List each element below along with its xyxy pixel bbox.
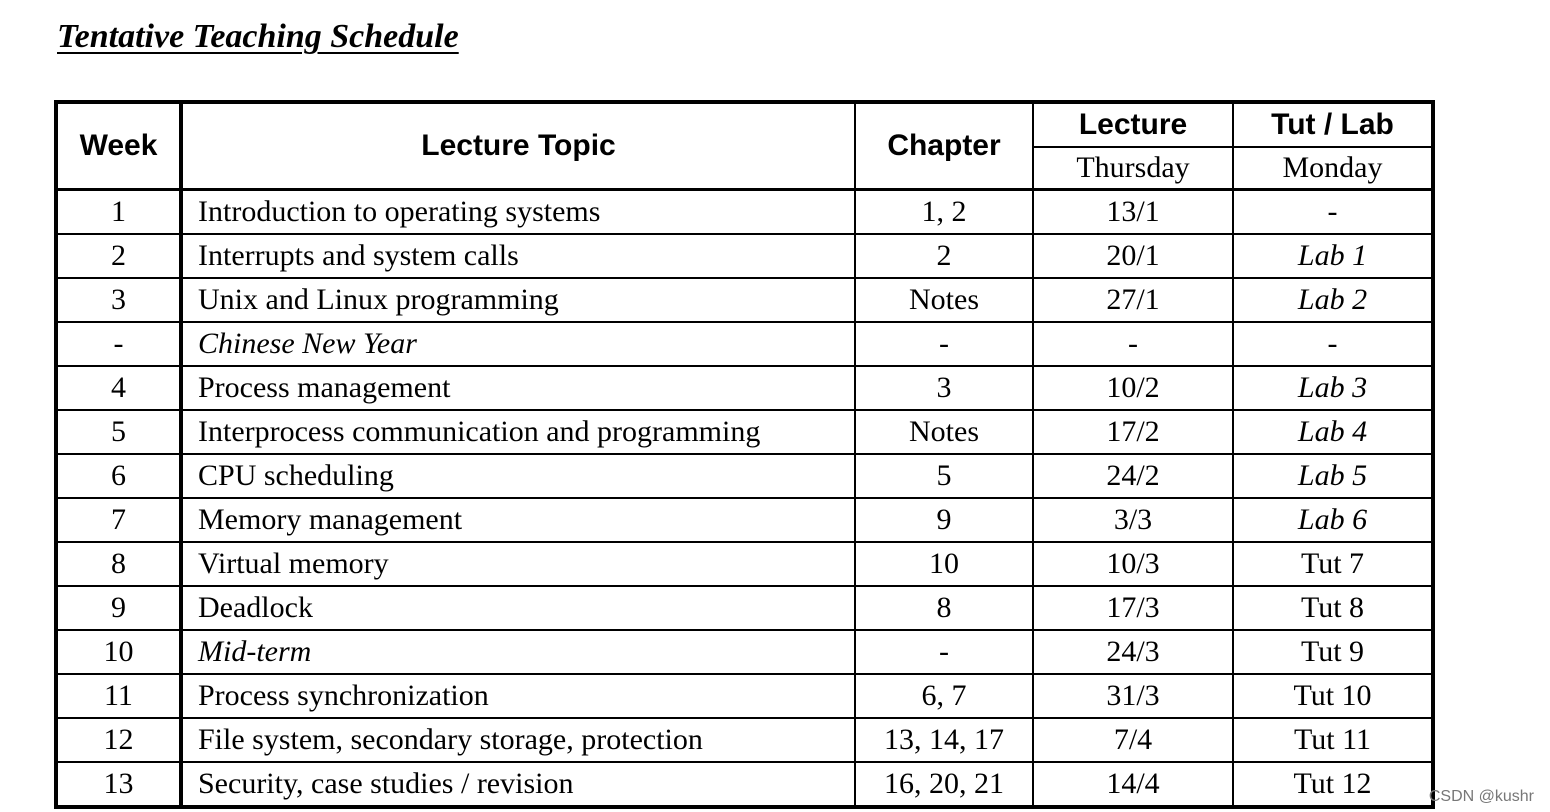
cell-tut-lab: Lab 3: [1233, 366, 1433, 410]
cell-week: 4: [56, 366, 181, 410]
cell-lecture-topic: File system, secondary storage, protection: [181, 718, 855, 762]
cell-lecture-date: 24/2: [1033, 454, 1233, 498]
table-row: [56, 454, 1433, 498]
cell-tut-lab: Tut 9: [1233, 630, 1433, 674]
cell-tut-lab: -: [1233, 190, 1433, 235]
cell-lecture-date: 7/4: [1033, 718, 1233, 762]
watermark: CSDN @kushr: [1428, 788, 1534, 805]
table-row: [56, 630, 1433, 674]
cell-lecture-date: 13/1: [1033, 190, 1233, 235]
cell-lecture-date: 31/3: [1033, 674, 1233, 718]
cell-lecture-topic: Introduction to operating systems: [181, 190, 855, 235]
cell-lecture-date: 10/2: [1033, 366, 1233, 410]
table-row: [56, 542, 1433, 586]
table-row: [56, 586, 1433, 630]
cell-chapter: 3: [855, 366, 1033, 410]
cell-lecture-topic: CPU scheduling: [181, 454, 855, 498]
cell-chapter: 5: [855, 454, 1033, 498]
cell-lecture-topic: Deadlock: [181, 586, 855, 630]
cell-week: 6: [56, 454, 181, 498]
cell-lecture-topic: Unix and Linux programming: [181, 278, 855, 322]
cell-chapter: 1, 2: [855, 190, 1033, 235]
cell-lecture-topic: Memory management: [181, 498, 855, 542]
cell-chapter: 16, 20, 21: [855, 762, 1033, 807]
cell-chapter: -: [855, 322, 1033, 366]
header-lecture: Lecture: [1033, 102, 1233, 147]
cell-chapter: -: [855, 630, 1033, 674]
cell-lecture-date: 27/1: [1033, 278, 1233, 322]
cell-week: 11: [56, 674, 181, 718]
table-row: [56, 278, 1433, 322]
cell-lecture-topic: Process management: [181, 366, 855, 410]
header-tut-lab: Tut / Lab: [1233, 102, 1433, 147]
table-row: [56, 234, 1433, 278]
table-row: [56, 718, 1433, 762]
cell-chapter: 13, 14, 17: [855, 718, 1033, 762]
table-row: [56, 762, 1433, 807]
cell-lecture-topic: Process synchronization: [181, 674, 855, 718]
cell-lecture-date: 10/3: [1033, 542, 1233, 586]
cell-tut-lab: Lab 6: [1233, 498, 1433, 542]
cell-lecture-date: 20/1: [1033, 234, 1233, 278]
cell-lecture-date: 3/3: [1033, 498, 1233, 542]
cell-tut-lab: Lab 5: [1233, 454, 1433, 498]
cell-lecture-topic: Interrupts and system calls: [181, 234, 855, 278]
table-body: [56, 190, 1433, 808]
cell-lecture-date: 17/2: [1033, 410, 1233, 454]
cell-tut-lab: Tut 7: [1233, 542, 1433, 586]
table-row: [56, 322, 1433, 366]
cell-chapter: 10: [855, 542, 1033, 586]
cell-lecture-date: -: [1033, 322, 1233, 366]
cell-week: 1: [56, 190, 181, 235]
cell-lecture-date: 17/3: [1033, 586, 1233, 630]
header-week: Week: [56, 102, 181, 190]
cell-lecture-topic: Security, case studies / revision: [181, 762, 855, 807]
cell-week: -: [56, 322, 181, 366]
table-row: [56, 674, 1433, 718]
cell-week: 12: [56, 718, 181, 762]
cell-tut-lab: Tut 11: [1233, 718, 1433, 762]
teaching-schedule-table: [54, 100, 1435, 809]
cell-tut-lab: Lab 1: [1233, 234, 1433, 278]
cell-lecture-date: 24/3: [1033, 630, 1233, 674]
cell-tut-lab: Tut 8: [1233, 586, 1433, 630]
cell-tut-lab: Tut 10: [1233, 674, 1433, 718]
cell-lecture-topic: Interprocess communication and programming: [181, 410, 855, 454]
cell-tut-lab: Lab 2: [1233, 278, 1433, 322]
cell-week: 9: [56, 586, 181, 630]
document-title: Tentative Teaching Schedule: [57, 18, 459, 55]
cell-week: 10: [56, 630, 181, 674]
cell-week: 8: [56, 542, 181, 586]
cell-week: 7: [56, 498, 181, 542]
table-row: [56, 410, 1433, 454]
cell-chapter: 9: [855, 498, 1033, 542]
cell-week: 5: [56, 410, 181, 454]
header-lecture-topic: Lecture Topic: [181, 102, 855, 190]
table-row: [56, 498, 1433, 542]
cell-chapter: Notes: [855, 410, 1033, 454]
table-header: [56, 102, 1433, 190]
cell-tut-lab: Lab 4: [1233, 410, 1433, 454]
cell-week: 2: [56, 234, 181, 278]
cell-chapter: 2: [855, 234, 1033, 278]
cell-chapter: Notes: [855, 278, 1033, 322]
cell-chapter: 6, 7: [855, 674, 1033, 718]
cell-tut-lab: -: [1233, 322, 1433, 366]
cell-lecture-topic: Virtual memory: [181, 542, 855, 586]
table-row: [56, 190, 1433, 235]
cell-week: 3: [56, 278, 181, 322]
cell-lecture-date: 14/4: [1033, 762, 1233, 807]
table-row: [56, 366, 1433, 410]
cell-lecture-topic: Chinese New Year: [181, 322, 855, 366]
cell-week: 13: [56, 762, 181, 807]
cell-tut-lab: Tut 12: [1233, 762, 1433, 807]
header-tut-lab-day: Monday: [1233, 147, 1433, 190]
cell-lecture-topic: Mid-term: [181, 630, 855, 674]
header-lecture-day: Thursday: [1033, 147, 1233, 190]
header-chapter: Chapter: [855, 102, 1033, 190]
cell-chapter: 8: [855, 586, 1033, 630]
